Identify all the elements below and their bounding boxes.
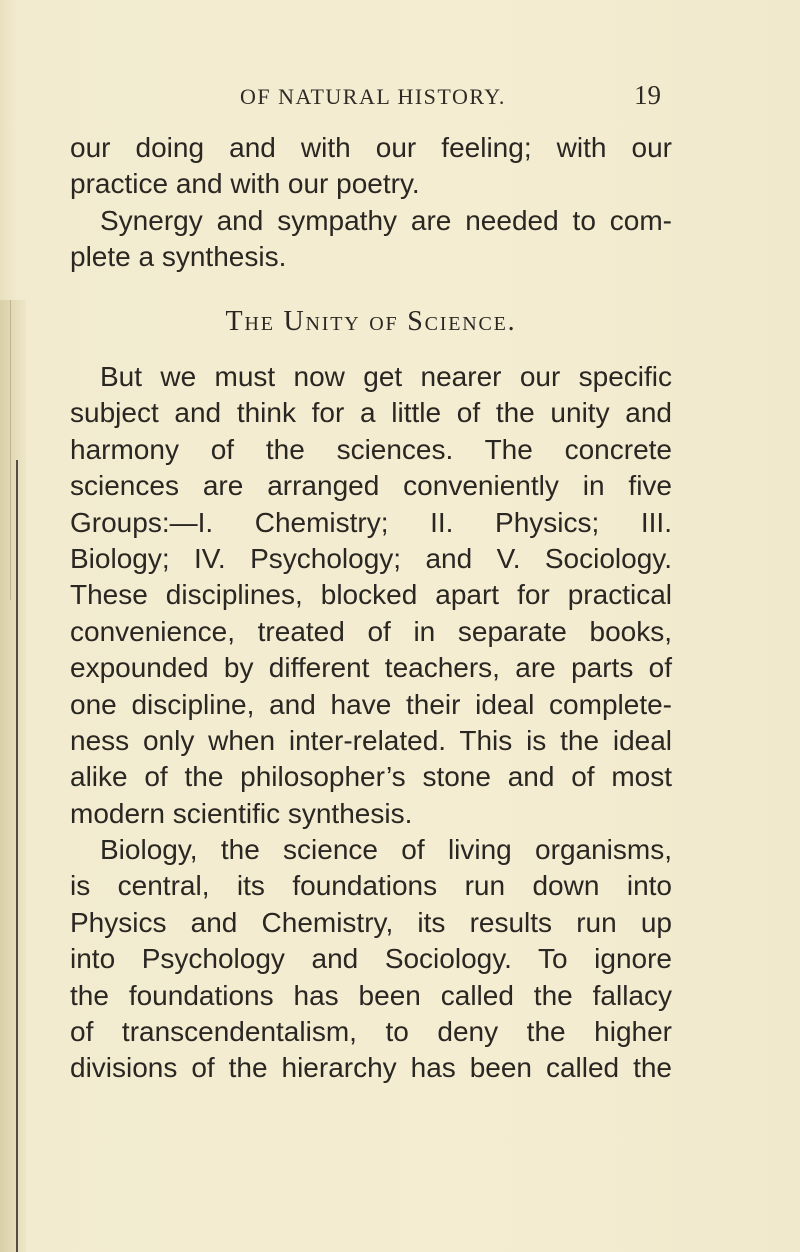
text-line: But we must now get nearer our specific bbox=[100, 361, 672, 392]
text-line: Biology; IV. Psychology; and V. Sociology. bbox=[70, 542, 672, 574]
text-line: Physics and Chemistry, its results run up bbox=[70, 906, 672, 938]
text-line: subject and think for a little of the unity and bbox=[70, 397, 672, 429]
text-line: convenience, treated of in separate books, bbox=[70, 615, 672, 647]
section-heading: The Unity of Science. bbox=[225, 306, 517, 337]
text-line: into Psychology and Sociology. To ignore bbox=[70, 943, 672, 975]
text-line: plete a synthesis. bbox=[70, 241, 287, 273]
gutter-shadow-line bbox=[10, 300, 11, 600]
text-line: ness only when inter-related. This is the ideal bbox=[70, 724, 672, 756]
text-line: Synergy and sympathy are needed to com- bbox=[100, 204, 672, 236]
text-line: one discipline, and have their ideal complete- bbox=[70, 688, 672, 720]
text-line: our doing and with our feeling; with our bbox=[70, 132, 672, 163]
page-gutter bbox=[0, 300, 26, 1252]
text-line: of transcendentalism, to deny the higher bbox=[70, 1016, 672, 1048]
gutter-edge-line bbox=[16, 460, 18, 1252]
text-line: alike of the philosopher’s stone and of most bbox=[70, 761, 672, 793]
text-line: Biology, the science of living organisms, bbox=[100, 834, 672, 866]
paragraph-block-2 bbox=[70, 359, 672, 1087]
text-line: modern scientific synthesis. bbox=[70, 797, 413, 829]
text-line: Groups:—I. Chemistry; II. Physics; III. bbox=[70, 506, 672, 538]
text-line: practice and with our poetry. bbox=[70, 168, 420, 200]
text-line: expounded by different teachers, are parts of bbox=[70, 652, 672, 684]
text-line: sciences are arranged conveniently in five bbox=[70, 470, 672, 502]
page-number: 19 bbox=[634, 80, 661, 110]
running-head: OF NATURAL HISTORY. bbox=[240, 84, 506, 109]
paragraph-block-1 bbox=[70, 130, 672, 276]
text-line: is central, its foundations run down into bbox=[70, 870, 672, 902]
text-line: divisions of the hierarchy has been called the bbox=[70, 1052, 672, 1084]
text-line: the foundations has been called the fallacy bbox=[70, 979, 672, 1011]
text-line: harmony of the sciences. The concrete bbox=[70, 433, 672, 465]
text-line: These disciplines, blocked apart for practical bbox=[70, 579, 672, 611]
